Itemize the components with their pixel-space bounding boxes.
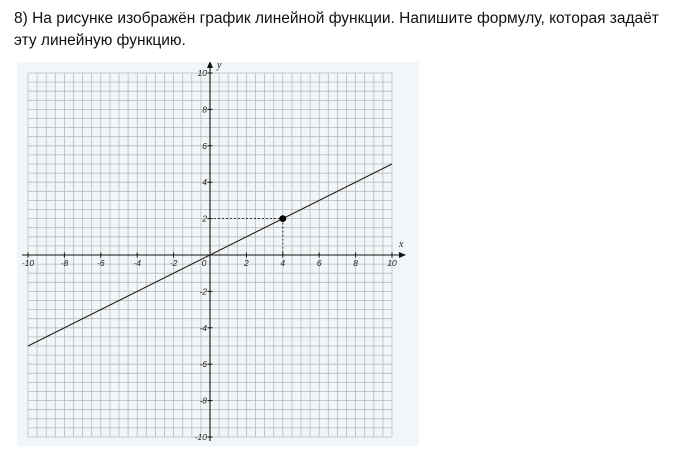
y-tick-label: -10 [194, 432, 207, 442]
y-tick-label: 4 [202, 177, 207, 188]
x-axis-label: x [399, 239, 404, 250]
y-tick-label: 8 [202, 104, 207, 115]
y-tick-label: 10 [197, 68, 207, 78]
x-tick-label: 8 [353, 258, 358, 268]
graph-figure [17, 62, 419, 446]
x-tick-label: 6 [316, 258, 322, 268]
x-tick-label: -6 [97, 258, 105, 268]
x-tick-label: 10 [387, 258, 397, 268]
x-tick-label: 0 [201, 258, 207, 268]
y-tick-label: 6 [202, 140, 207, 151]
x-tick-label: -4 [133, 258, 141, 268]
x-tick-label: 4 [280, 258, 286, 268]
x-tick-label: 2 [244, 258, 249, 268]
function-graph [17, 62, 419, 446]
y-tick-label: -8 [199, 395, 207, 406]
graph-background [17, 62, 419, 446]
y-tick-label: -6 [199, 359, 207, 370]
y-tick-label: -2 [199, 286, 207, 297]
x-tick-label: -2 [169, 258, 178, 268]
x-tick-label: -8 [60, 258, 69, 268]
x-tick-label: -10 [21, 258, 35, 268]
y-axis-label: y [217, 62, 222, 71]
y-tick-label: -4 [199, 322, 207, 333]
y-tick-label: 2 [202, 213, 207, 224]
problem-text: 8) На рисунке изображён график линейной функции. Напишите формулу, которая задаёт эту линейную функцию. [14, 10, 659, 49]
point-marker [279, 215, 286, 222]
